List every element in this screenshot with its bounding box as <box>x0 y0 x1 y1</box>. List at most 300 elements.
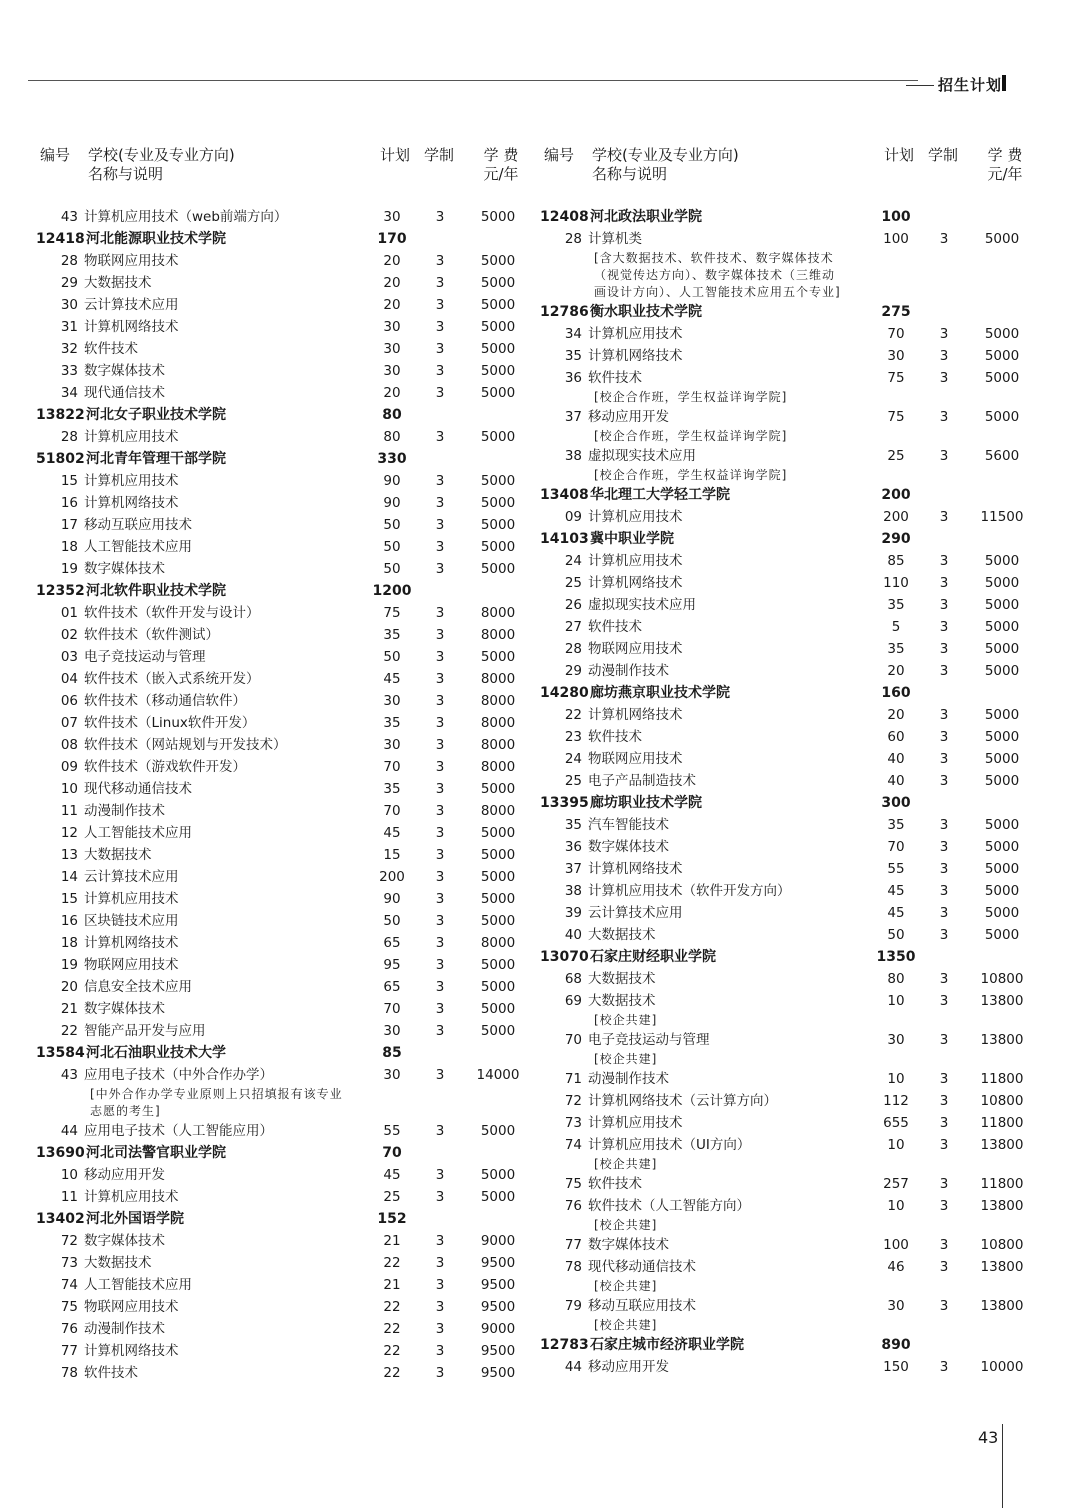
major-name: 数字媒体技术 <box>588 1237 669 1253</box>
major-plan: 112 <box>883 1093 909 1109</box>
major-code: 07 <box>60 715 78 731</box>
major-plan: 20 <box>383 297 401 313</box>
major-plan: 30 <box>383 693 401 709</box>
major-name: 计算机网络技术 <box>588 348 683 364</box>
school-row <box>36 404 524 426</box>
major-system: 3 <box>939 817 949 833</box>
major-plan: 200 <box>883 509 909 525</box>
major-code: 76 <box>60 1321 78 1337</box>
major-fee: 8000 <box>480 759 516 775</box>
major-system: 3 <box>435 671 445 687</box>
major-code: 11 <box>60 803 78 819</box>
major-name: 人工智能技术应用 <box>84 539 192 555</box>
major-row <box>36 734 524 756</box>
major-fee: 8000 <box>480 627 516 643</box>
major-plan: 30 <box>383 737 401 753</box>
school-code: 14103 <box>540 531 589 547</box>
major-name: 动漫制作技术 <box>588 1071 669 1087</box>
major-name: 云计算技术应用 <box>84 297 179 313</box>
major-system: 3 <box>939 1259 949 1275</box>
school-name: 河北司法警官职业学院 <box>86 1145 226 1161</box>
major-fee: 5000 <box>984 370 1020 386</box>
major-fee: 5000 <box>480 275 516 291</box>
major-row <box>36 756 524 778</box>
major-plan: 10 <box>887 1071 905 1087</box>
school-name: 冀中职业学院 <box>590 531 674 547</box>
major-system: 3 <box>939 1198 949 1214</box>
major-code: 22 <box>564 707 582 723</box>
school-plan: 330 <box>377 451 407 467</box>
major-plan: 50 <box>383 561 401 577</box>
major-name: 动漫制作技术 <box>588 663 669 679</box>
major-fee: 5000 <box>480 1123 516 1139</box>
major-system: 3 <box>435 1233 445 1249</box>
major-name: 物联网应用技术 <box>84 1299 179 1315</box>
major-name: 物联网应用技术 <box>588 641 683 657</box>
major-row <box>540 345 1028 367</box>
school-code: 14280 <box>540 685 589 701</box>
major-system: 3 <box>435 275 445 291</box>
major-name: 软件技术 <box>84 1365 138 1381</box>
major-system: 3 <box>939 409 949 425</box>
major-code: 04 <box>60 671 78 687</box>
major-system: 3 <box>435 341 445 357</box>
major-plan: 75 <box>887 370 905 386</box>
major-plan: 45 <box>887 883 905 899</box>
major-name: 现代移动通信技术 <box>84 781 192 797</box>
major-row <box>36 558 524 580</box>
major-row <box>540 968 1028 990</box>
header-system: 学制 <box>928 146 959 164</box>
major-plan: 20 <box>887 663 905 679</box>
major-system: 3 <box>939 575 949 591</box>
major-plan: 35 <box>383 781 401 797</box>
major-code: 72 <box>60 1233 78 1249</box>
major-code: 28 <box>60 253 78 269</box>
major-system: 3 <box>435 1167 445 1183</box>
major-name: 计算机应用技术（软件开发方向） <box>588 883 791 899</box>
major-plan: 30 <box>383 1023 401 1039</box>
major-plan: 25 <box>887 448 905 464</box>
school-code: 51802 <box>36 451 85 467</box>
major-name: 大数据技术 <box>588 927 656 943</box>
major-system: 3 <box>939 971 949 987</box>
major-code: 03 <box>60 649 78 665</box>
major-system: 3 <box>435 495 445 511</box>
major-system: 3 <box>939 448 949 464</box>
major-fee: 5000 <box>480 1189 516 1205</box>
major-code: 29 <box>60 275 78 291</box>
major-system: 3 <box>435 803 445 819</box>
major-plan: 75 <box>887 409 905 425</box>
major-fee: 9500 <box>480 1299 516 1315</box>
major-plan: 30 <box>887 1298 905 1314</box>
major-system: 3 <box>435 979 445 995</box>
major-row <box>36 1120 524 1142</box>
major-plan: 30 <box>887 1032 905 1048</box>
school-row <box>540 682 1028 704</box>
major-code: 26 <box>564 597 582 613</box>
major-row <box>36 338 524 360</box>
major-name: 区块链技术应用 <box>84 913 179 929</box>
school-code: 12408 <box>540 209 589 225</box>
major-fee: 5000 <box>480 1001 516 1017</box>
major-row <box>36 866 524 888</box>
school-code: 12783 <box>540 1337 589 1353</box>
major-system: 3 <box>939 883 949 899</box>
major-code: 35 <box>564 817 582 833</box>
major-code: 11 <box>60 1189 78 1205</box>
major-plan: 15 <box>383 847 401 863</box>
major-plan: 35 <box>887 641 905 657</box>
major-name: 软件技术 <box>588 619 642 635</box>
major-system: 3 <box>939 1298 949 1314</box>
major-name: 计算机类 <box>588 231 642 247</box>
major-system: 3 <box>435 759 445 775</box>
major-name: 软件技术（软件测试） <box>84 627 219 643</box>
school-plan: 70 <box>382 1145 402 1161</box>
major-row <box>36 800 524 822</box>
major-name: 应用电子技术（人工智能应用） <box>84 1123 273 1139</box>
major-plan: 655 <box>883 1115 909 1131</box>
major-system: 3 <box>939 597 949 613</box>
major-fee: 5000 <box>480 319 516 335</box>
major-plan: 30 <box>383 319 401 335</box>
major-name: 软件技术（移动通信软件） <box>84 693 246 709</box>
major-fee: 10800 <box>980 1093 1024 1109</box>
major-plan: 35 <box>383 627 401 643</box>
major-code: 32 <box>60 341 78 357</box>
major-system: 3 <box>435 737 445 753</box>
major-system: 3 <box>435 1299 445 1315</box>
major-row <box>36 932 524 954</box>
school-row <box>540 792 1028 814</box>
major-plan: 40 <box>887 751 905 767</box>
school-code: 13395 <box>540 795 589 811</box>
major-name: 计算机网络技术 <box>84 935 179 951</box>
major-system: 3 <box>435 781 445 797</box>
major-fee: 8000 <box>480 605 516 621</box>
major-plan: 35 <box>887 817 905 833</box>
major-system: 3 <box>939 1032 949 1048</box>
major-code: 02 <box>60 627 78 643</box>
major-name: 计算机应用技术 <box>588 1115 683 1131</box>
major-note: [校企共建] <box>594 1052 658 1066</box>
major-plan: 95 <box>383 957 401 973</box>
major-fee: 9500 <box>480 1255 516 1271</box>
major-fee: 5000 <box>480 781 516 797</box>
major-fee: 5000 <box>480 385 516 401</box>
major-name: 移动应用开发 <box>84 1167 165 1183</box>
major-fee: 5000 <box>480 363 516 379</box>
major-system: 3 <box>939 1093 949 1109</box>
major-system: 3 <box>435 561 445 577</box>
major-name: 软件技术 <box>84 341 138 357</box>
major-name: 计算机网络技术 <box>588 861 683 877</box>
major-fee: 5000 <box>984 326 1020 342</box>
major-system: 3 <box>939 905 949 921</box>
major-name: 大数据技术 <box>588 971 656 987</box>
major-system: 3 <box>435 957 445 973</box>
major-fee: 5000 <box>480 517 516 533</box>
major-row <box>36 1296 524 1318</box>
major-row <box>540 1356 1028 1378</box>
major-fee: 5000 <box>984 575 1020 591</box>
major-row <box>36 492 524 514</box>
major-fee: 13800 <box>980 1032 1024 1048</box>
school-code: 13402 <box>36 1211 85 1227</box>
major-fee: 13800 <box>980 993 1024 1009</box>
major-row <box>540 1173 1028 1195</box>
page-edge-rule <box>1002 1424 1003 1508</box>
left-column <box>36 146 524 1384</box>
school-name: 河北女子职业技术学院 <box>86 407 226 423</box>
major-plan: 90 <box>383 891 401 907</box>
major-system: 3 <box>435 517 445 533</box>
major-row <box>540 445 1028 467</box>
major-plan: 10 <box>887 1137 905 1153</box>
major-row <box>540 858 1028 880</box>
major-fee: 8000 <box>480 671 516 687</box>
major-name: 电子竞技运动与管理 <box>588 1032 710 1048</box>
major-system: 3 <box>435 1277 445 1293</box>
major-name: 计算机网络技术（云计算方向） <box>588 1093 777 1109</box>
major-row <box>36 536 524 558</box>
major-fee: 5000 <box>480 561 516 577</box>
school-plan: 1200 <box>372 583 412 599</box>
major-fee: 5000 <box>984 597 1020 613</box>
major-code: 21 <box>60 1001 78 1017</box>
major-row <box>36 1340 524 1362</box>
major-code: 34 <box>564 326 582 342</box>
major-name: 计算机应用技术 <box>84 1189 179 1205</box>
major-row <box>36 602 524 624</box>
major-code: 19 <box>60 957 78 973</box>
major-row <box>540 770 1028 792</box>
major-system: 3 <box>939 1137 949 1153</box>
major-name: 现代通信技术 <box>84 385 165 401</box>
school-name: 河北青年管理干部学院 <box>86 451 226 467</box>
major-plan: 22 <box>383 1299 401 1315</box>
major-plan: 65 <box>383 935 401 951</box>
major-code: 09 <box>60 759 78 775</box>
major-fee: 13800 <box>980 1137 1024 1153</box>
major-fee: 10000 <box>980 1359 1024 1375</box>
major-system: 3 <box>435 1189 445 1205</box>
right-column <box>540 146 1028 1378</box>
major-fee: 5000 <box>984 348 1020 364</box>
major-code: 33 <box>60 363 78 379</box>
major-system: 3 <box>939 1176 949 1192</box>
major-row <box>36 1362 524 1384</box>
major-row <box>540 1134 1028 1156</box>
major-fee: 11800 <box>980 1115 1024 1131</box>
major-fee: 5000 <box>984 641 1020 657</box>
major-system: 3 <box>435 605 445 621</box>
major-code: 18 <box>60 935 78 951</box>
major-code: 22 <box>60 1023 78 1039</box>
major-code: 06 <box>60 693 78 709</box>
major-row <box>540 406 1028 428</box>
major-name: 大数据技术 <box>84 847 152 863</box>
major-name: 软件技术（网站规划与开发技术） <box>84 737 287 753</box>
school-name: 河北外国语学院 <box>86 1211 184 1227</box>
major-row <box>540 323 1028 345</box>
major-fee: 5000 <box>984 231 1020 247</box>
school-name: 河北石油职业技术大学 <box>86 1045 226 1061</box>
major-name: 计算机应用技术 <box>588 509 683 525</box>
major-row <box>36 844 524 866</box>
major-system: 3 <box>939 509 949 525</box>
school-plan: 200 <box>881 487 911 503</box>
major-name: 动漫制作技术 <box>84 1321 165 1337</box>
major-row <box>36 360 524 382</box>
major-plan: 80 <box>887 971 905 987</box>
major-code: 12 <box>60 825 78 841</box>
major-fee: 13800 <box>980 1198 1024 1214</box>
school-code: 13070 <box>540 949 589 965</box>
major-name: 软件技术 <box>588 370 642 386</box>
major-row <box>540 902 1028 924</box>
major-plan: 70 <box>887 839 905 855</box>
major-fee: 5000 <box>480 891 516 907</box>
major-system: 3 <box>435 891 445 907</box>
school-row <box>36 1142 524 1164</box>
school-name: 廊坊燕京职业技术学院 <box>590 685 730 701</box>
major-code: 28 <box>564 641 582 657</box>
major-system: 3 <box>435 297 445 313</box>
major-row <box>36 976 524 998</box>
major-system: 3 <box>435 1321 445 1337</box>
major-code: 29 <box>564 663 582 679</box>
major-fee: 5000 <box>480 649 516 665</box>
major-note: [含大数据技术、软件技术、数字媒体技术 <box>594 251 834 265</box>
school-plan: 275 <box>881 304 911 320</box>
school-plan: 100 <box>881 209 911 225</box>
major-system: 3 <box>939 370 949 386</box>
major-code: 28 <box>564 231 582 247</box>
major-code: 30 <box>60 297 78 313</box>
major-fee: 5000 <box>984 927 1020 943</box>
major-row <box>540 990 1028 1012</box>
major-system: 3 <box>939 348 949 364</box>
major-name: 移动应用开发 <box>588 409 669 425</box>
major-fee: 9500 <box>480 1343 516 1359</box>
major-row <box>540 1195 1028 1217</box>
major-name: 信息安全技术应用 <box>84 979 192 995</box>
school-code: 12418 <box>36 231 85 247</box>
major-name: 软件技术 <box>588 729 642 745</box>
major-code: 28 <box>60 429 78 445</box>
major-name: 移动应用开发 <box>588 1359 669 1375</box>
major-row <box>36 624 524 646</box>
major-code: 25 <box>564 575 582 591</box>
header-no: 编号 <box>40 146 71 164</box>
right-rows <box>540 206 1028 1378</box>
major-fee: 8000 <box>480 803 516 819</box>
major-code: 43 <box>60 209 78 225</box>
major-fee: 9000 <box>480 1233 516 1249</box>
major-fee: 10800 <box>980 1237 1024 1253</box>
major-system: 3 <box>435 869 445 885</box>
major-system: 3 <box>939 231 949 247</box>
major-system: 3 <box>939 1237 949 1253</box>
major-row <box>540 1234 1028 1256</box>
major-fee: 5000 <box>480 429 516 445</box>
major-row <box>36 382 524 404</box>
major-system: 3 <box>435 1343 445 1359</box>
major-code: 24 <box>564 751 582 767</box>
major-name: 软件技术（软件开发与设计） <box>84 605 260 621</box>
major-row <box>36 954 524 976</box>
major-system: 3 <box>939 751 949 767</box>
major-fee: 5000 <box>480 957 516 973</box>
major-fee: 5000 <box>984 553 1020 569</box>
major-fee: 13800 <box>980 1298 1024 1314</box>
major-fee: 11500 <box>980 509 1024 525</box>
major-fee: 11800 <box>980 1071 1024 1087</box>
major-row <box>36 888 524 910</box>
header-fee: 学 费 元/年 <box>987 146 1023 183</box>
major-fee: 11800 <box>980 1176 1024 1192</box>
major-name: 汽车智能技术 <box>588 817 669 833</box>
major-system: 3 <box>435 935 445 951</box>
section-marker <box>1002 75 1006 91</box>
major-row <box>36 1318 524 1340</box>
major-code: 16 <box>60 495 78 511</box>
major-row <box>36 1186 524 1208</box>
major-code: 72 <box>564 1093 582 1109</box>
major-fee: 5000 <box>984 817 1020 833</box>
major-row <box>540 616 1028 638</box>
major-code: 68 <box>564 971 582 987</box>
school-name: 华北理工大学轻工学院 <box>590 487 730 503</box>
school-name: 河北政法职业学院 <box>590 209 702 225</box>
major-note: [校企共建] <box>594 1279 658 1293</box>
school-code: 12352 <box>36 583 85 599</box>
major-code: 43 <box>60 1067 78 1083</box>
major-code: 73 <box>564 1115 582 1131</box>
major-fee: 5000 <box>480 209 516 225</box>
major-system: 3 <box>435 473 445 489</box>
major-name: 现代移动通信技术 <box>588 1259 696 1275</box>
major-row <box>36 316 524 338</box>
major-system: 3 <box>435 385 445 401</box>
major-plan: 55 <box>383 1123 401 1139</box>
major-system: 3 <box>939 927 949 943</box>
school-plan: 80 <box>382 407 402 423</box>
major-plan: 80 <box>383 429 401 445</box>
major-code: 78 <box>60 1365 78 1381</box>
major-plan: 46 <box>887 1259 905 1275</box>
major-row <box>36 712 524 734</box>
major-plan: 21 <box>383 1277 401 1293</box>
major-system: 3 <box>435 209 445 225</box>
major-row <box>36 690 524 712</box>
major-system: 3 <box>435 1255 445 1271</box>
major-note: 志愿的考生] <box>90 1104 161 1118</box>
major-row <box>36 206 524 228</box>
major-fee: 8000 <box>480 737 516 753</box>
major-code: 23 <box>564 729 582 745</box>
major-plan: 85 <box>887 553 905 569</box>
major-name: 物联网应用技术 <box>84 957 179 973</box>
major-plan: 90 <box>383 473 401 489</box>
major-code: 38 <box>564 448 582 464</box>
major-system: 3 <box>435 715 445 731</box>
school-plan: 1350 <box>876 949 916 965</box>
school-row <box>540 1334 1028 1356</box>
